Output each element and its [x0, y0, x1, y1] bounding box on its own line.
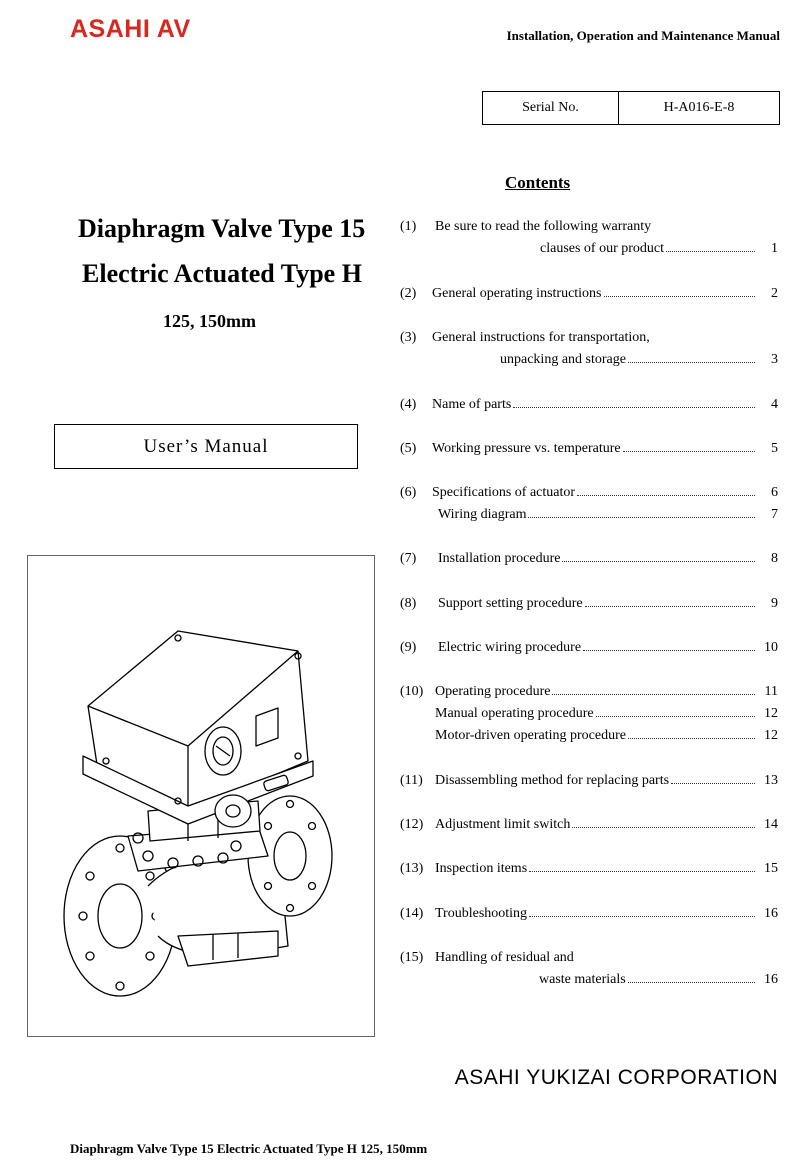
toc-title: clauses of our product [540, 241, 665, 256]
manual-type-heading: Installation, Operation and Maintenance Manual [506, 28, 780, 43]
toc-entry-6b[interactable] [400, 504, 778, 526]
toc-leader [585, 606, 755, 607]
toc-title: Adjustment limit switch [435, 817, 571, 832]
toc-title: Handling of residual and [435, 950, 574, 965]
toc-entry-15-line1 [400, 947, 778, 969]
product-sizes: 125, 150mm [163, 311, 256, 331]
toc-title: Working pressure vs. temperature [432, 441, 621, 456]
toc-leader [562, 561, 755, 562]
toc-leader [513, 407, 755, 408]
toc-entry-10[interactable] [400, 681, 778, 703]
table-of-contents [400, 0, 778, 1000]
toc-title: Name of parts [432, 397, 512, 412]
toc-page: 15 [764, 861, 778, 876]
company-logo: ASAHI AV [70, 15, 191, 43]
toc-title: Manual operating procedure [435, 706, 594, 721]
toc-leader [628, 982, 755, 983]
toc-page: 16 [764, 972, 778, 987]
toc-entry-1-line1 [400, 216, 778, 238]
serial-label: Serial No. [483, 92, 619, 124]
toc-title: unpacking and storage [500, 352, 626, 367]
toc-number: (2) [400, 286, 417, 301]
toc-number: (14) [400, 906, 424, 921]
toc-page: 5 [771, 441, 778, 456]
toc-page: 9 [771, 596, 778, 611]
toc-leader [528, 517, 755, 518]
toc-leader [596, 716, 755, 717]
toc-title: Inspection items [435, 861, 528, 876]
toc-leader [628, 362, 755, 363]
toc-number: (6) [400, 485, 417, 500]
toc-title: Disassembling method for replacing parts [435, 773, 670, 788]
toc-page: 1 [771, 241, 778, 256]
toc-page: 2 [771, 286, 778, 301]
toc-entry-4[interactable] [400, 394, 778, 416]
product-title-line1: Diaphragm Valve Type 15 [78, 214, 366, 243]
toc-entry-11[interactable] [400, 770, 778, 792]
contents-heading: Contents [505, 173, 571, 192]
toc-number: (9) [400, 640, 417, 655]
toc-entry-3-line1 [400, 327, 778, 349]
toc-entry-5[interactable] [400, 438, 778, 460]
toc-entry-15[interactable] [400, 969, 778, 991]
toc-title: Wiring diagram [438, 507, 527, 522]
toc-entry-8[interactable] [400, 593, 778, 615]
toc-page: 10 [764, 640, 778, 655]
toc-title: Specifications of actuator [432, 485, 576, 500]
toc-leader [628, 738, 755, 739]
serial-value: H-A016-E-8 [663, 100, 735, 115]
toc-entry-10b[interactable] [400, 703, 778, 725]
toc-page: 3 [771, 352, 778, 367]
toc-entry-13[interactable] [400, 858, 778, 880]
toc-number: (15) [400, 950, 424, 965]
toc-page: 8 [771, 551, 778, 566]
toc-title: Troubleshooting [435, 906, 528, 921]
toc-leader [572, 827, 755, 828]
toc-number: (13) [400, 861, 424, 876]
toc-page: 13 [764, 773, 778, 788]
toc-leader [529, 871, 755, 872]
toc-number: (4) [400, 397, 417, 412]
toc-leader [583, 650, 755, 651]
toc-page: 16 [764, 906, 778, 921]
toc-page: 6 [771, 485, 778, 500]
toc-leader [623, 451, 755, 452]
toc-entry-10c[interactable] [400, 725, 778, 747]
toc-leader [577, 495, 755, 496]
toc-entry-7[interactable] [400, 548, 778, 570]
toc-leader [666, 251, 755, 252]
toc-page: 14 [764, 817, 778, 832]
toc-page: 12 [764, 728, 778, 743]
toc-number: (8) [400, 596, 417, 611]
electric-actuated-diaphragm-valve-icon [28, 556, 374, 1036]
toc-entry-1[interactable] [400, 238, 778, 260]
toc-leader [604, 296, 755, 297]
toc-number: (5) [400, 441, 417, 456]
toc-number: (3) [400, 330, 417, 345]
toc-title: waste materials [539, 972, 626, 987]
toc-number: (10) [400, 684, 424, 699]
toc-title: Operating procedure [435, 684, 551, 699]
product-title-line2: Electric Actuated Type H [82, 259, 362, 288]
toc-title: General instructions for transportation, [432, 330, 650, 345]
toc-title: Be sure to read the following warranty [435, 219, 652, 234]
toc-number: (1) [400, 219, 417, 234]
toc-entry-3[interactable] [400, 349, 778, 371]
toc-leader [529, 916, 755, 917]
toc-number: (7) [400, 551, 417, 566]
toc-page: 7 [771, 507, 778, 522]
toc-title: Electric wiring procedure [438, 640, 582, 655]
toc-entry-14[interactable] [400, 903, 778, 925]
toc-page: 4 [771, 397, 778, 412]
toc-title: Motor-driven operating procedure [435, 728, 626, 743]
toc-entry-2[interactable] [400, 283, 778, 305]
toc-title: Support setting procedure [438, 596, 583, 611]
company-name: ASAHI YUKIZAI CORPORATION [454, 1066, 778, 1089]
page-footer: Diaphragm Valve Type 15 Electric Actuated Type H 125, 150mm [70, 1141, 428, 1156]
toc-leader [552, 694, 755, 695]
toc-page: 12 [764, 706, 778, 721]
toc-entry-9[interactable] [400, 637, 778, 659]
toc-title: Installation procedure [438, 551, 561, 566]
valve-illustration [27, 555, 375, 1037]
toc-leader [671, 783, 755, 784]
toc-title: General operating instructions [432, 286, 602, 301]
users-manual-box: User’s Manual [54, 424, 358, 469]
toc-number: (11) [400, 773, 423, 788]
toc-number: (12) [400, 817, 424, 832]
toc-entry-12[interactable] [400, 814, 778, 836]
toc-page: 11 [764, 684, 778, 699]
toc-entry-6[interactable] [400, 482, 778, 504]
